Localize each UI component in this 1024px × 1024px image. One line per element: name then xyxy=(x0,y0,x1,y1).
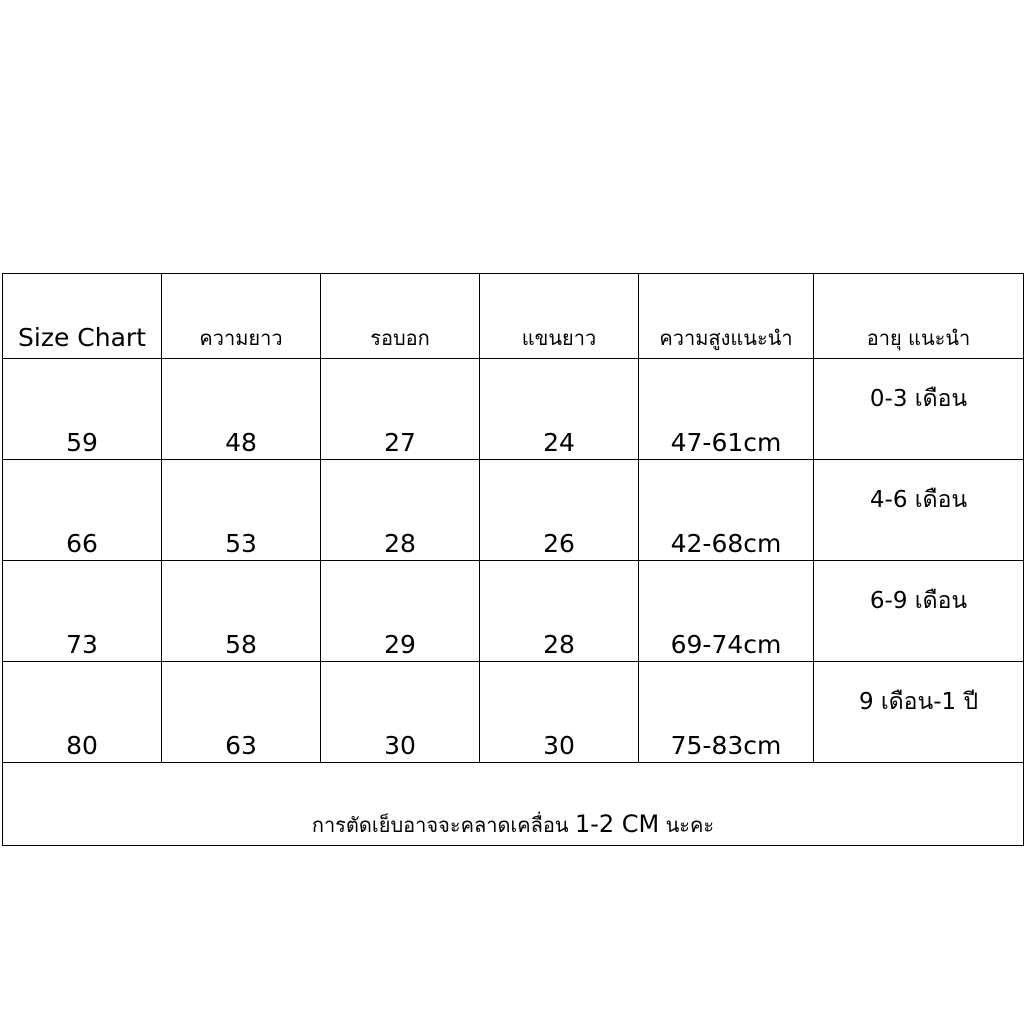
cell-size: 66 xyxy=(3,460,162,561)
cell-chest: 30 xyxy=(321,662,480,763)
cell-chest: 29 xyxy=(321,561,480,662)
cell-age: 4-6 เดือน xyxy=(814,460,1024,561)
header-row xyxy=(3,274,1024,359)
header-size-chart: Size Chart xyxy=(3,274,162,359)
cell-length: 63 xyxy=(162,662,321,763)
cell-height: 47-61cm xyxy=(639,359,814,460)
header-recommended-height: ความสูงแนะนำ xyxy=(639,274,814,359)
note-range: 1-2 CM xyxy=(574,810,660,838)
cell-height: 42-68cm xyxy=(639,460,814,561)
cell-size: 59 xyxy=(3,359,162,460)
table-row xyxy=(3,662,1024,763)
cell-sleeve: 26 xyxy=(480,460,639,561)
table-row xyxy=(3,561,1024,662)
note-suffix: นะคะ xyxy=(659,813,715,837)
cell-size: 73 xyxy=(3,561,162,662)
cell-sleeve: 28 xyxy=(480,561,639,662)
header-recommended-age: อายุ แนะนำ xyxy=(814,274,1024,359)
size-chart-table xyxy=(2,273,1024,846)
header-sleeve: แขนยาว xyxy=(480,274,639,359)
note-prefix: การตัดเย็บอาจจะคลาดเคลื่อน xyxy=(311,813,575,837)
note-row xyxy=(3,763,1024,846)
cell-size: 80 xyxy=(3,662,162,763)
cell-height: 69-74cm xyxy=(639,561,814,662)
cell-length: 58 xyxy=(162,561,321,662)
header-length: ความยาว xyxy=(162,274,321,359)
table-row xyxy=(3,359,1024,460)
cell-length: 48 xyxy=(162,359,321,460)
cell-chest: 28 xyxy=(321,460,480,561)
cell-length: 53 xyxy=(162,460,321,561)
cell-age: 9 เดือน-1 ปี xyxy=(814,662,1024,763)
cell-sleeve: 30 xyxy=(480,662,639,763)
cell-sleeve: 24 xyxy=(480,359,639,460)
cell-age: 6-9 เดือน xyxy=(814,561,1024,662)
tolerance-note xyxy=(3,763,1024,846)
header-chest: รอบอก xyxy=(321,274,480,359)
cell-chest: 27 xyxy=(321,359,480,460)
table-row xyxy=(3,460,1024,561)
cell-age: 0-3 เดือน xyxy=(814,359,1024,460)
cell-height: 75-83cm xyxy=(639,662,814,763)
